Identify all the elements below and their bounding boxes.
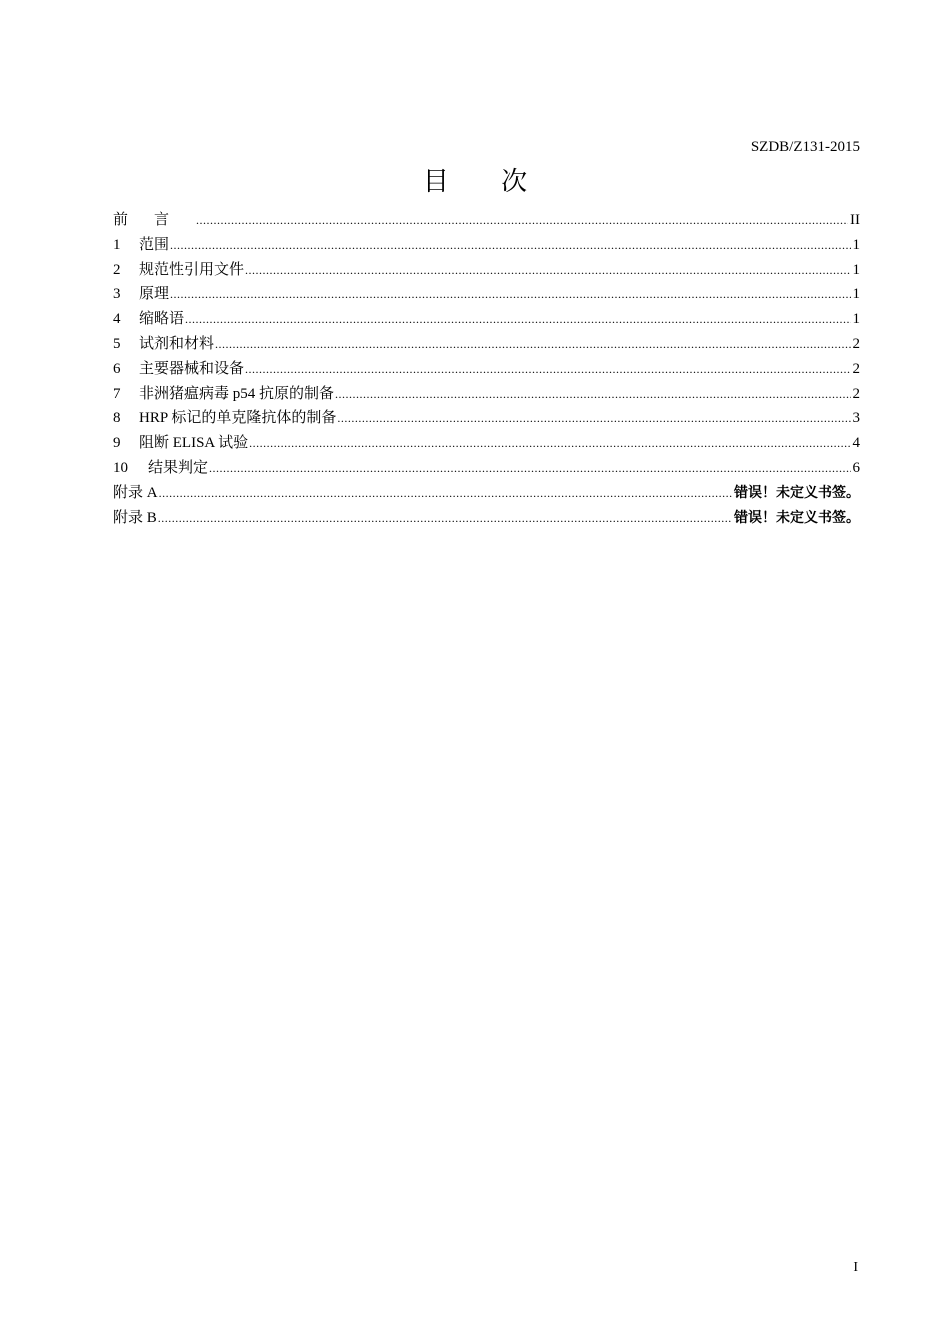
toc-entry-appendix-a[interactable]	[113, 481, 860, 506]
toc-entry-label: 范围	[139, 236, 170, 253]
toc-entry-9[interactable]	[113, 431, 860, 456]
toc-entry-6[interactable]	[113, 357, 860, 382]
toc-entry-2[interactable]	[113, 258, 860, 283]
toc-entry-number: 8	[113, 410, 121, 427]
toc-entry-label: 阻断 ELISA 试验	[139, 435, 249, 452]
document-code: SZDB/Z131-2015	[750, 139, 860, 155]
toc-entry-foreword[interactable]	[113, 208, 860, 233]
toc-entry-page: 3	[852, 410, 860, 427]
toc-entry-page: 1	[852, 311, 860, 328]
toc-entry-1[interactable]	[113, 233, 860, 258]
toc-leader-dots	[215, 332, 850, 357]
toc-entry-page: 2	[852, 335, 860, 352]
toc-leader-dots	[245, 357, 850, 382]
toc-leader-dots	[209, 456, 850, 481]
toc-leader-dots	[245, 258, 850, 283]
toc-entry-appendix-b[interactable]	[113, 506, 860, 531]
toc-entry-label: 试剂和材料	[139, 335, 215, 352]
toc-entry-page-error: 错误！未定义书签。	[734, 509, 860, 526]
toc-entry-label: 结果判定	[148, 459, 209, 476]
toc-entry-page: 4	[852, 435, 860, 452]
toc-entry-4[interactable]	[113, 307, 860, 332]
toc-entry-label: 前言	[113, 212, 196, 228]
toc-entry-page: 2	[852, 360, 860, 377]
toc-entry-page: II	[850, 212, 860, 228]
toc-entry-label: 原理	[139, 286, 170, 303]
toc-entry-label: 主要器械和设备	[139, 360, 245, 377]
toc-entry-page-error: 错误！未定义书签。	[734, 484, 860, 501]
toc-leader-dots	[170, 282, 850, 307]
table-of-contents	[113, 208, 860, 530]
toc-entry-7[interactable]	[113, 382, 860, 407]
toc-entry-page: 2	[852, 385, 860, 402]
toc-entry-page: 6	[852, 459, 860, 476]
toc-leader-dots	[335, 382, 850, 407]
toc-entry-8[interactable]	[113, 406, 860, 431]
toc-entry-label: 缩略语	[139, 311, 185, 328]
toc-title: 目 次	[422, 167, 550, 197]
toc-entry-page: 1	[852, 236, 860, 253]
toc-entry-number: 4	[113, 311, 121, 328]
toc-leader-dots	[159, 481, 732, 506]
toc-entry-label: 规范性引用文件	[139, 261, 245, 278]
toc-leader-dots	[170, 233, 850, 258]
toc-entry-5[interactable]	[113, 332, 860, 357]
toc-entry-number: 9	[113, 435, 121, 452]
toc-entry-number: 3	[113, 286, 121, 303]
toc-entry-label: 附录 A	[113, 484, 158, 501]
toc-entry-number: 2	[113, 261, 121, 278]
page-number: I	[853, 1260, 858, 1275]
toc-leader-dots	[249, 431, 850, 456]
toc-entry-3[interactable]	[113, 282, 860, 307]
toc-leader-dots	[185, 307, 850, 332]
toc-entry-page: 1	[852, 261, 860, 278]
toc-entry-label: 附录 B	[113, 509, 157, 526]
toc-entry-page: 1	[852, 286, 860, 303]
toc-entry-number: 1	[113, 236, 121, 253]
toc-entry-10[interactable]	[113, 456, 860, 481]
toc-leader-dots	[158, 506, 732, 531]
toc-leader-dots	[337, 406, 850, 431]
toc-entry-number: 5	[113, 335, 121, 352]
toc-leader-dots	[196, 208, 848, 233]
toc-entry-label: HRP 标记的单克隆抗体的制备	[139, 410, 337, 427]
toc-entry-number: 7	[113, 385, 121, 402]
toc-entry-label: 非洲猪瘟病毒 p54 抗原的制备	[139, 385, 335, 402]
toc-entry-number: 10	[113, 459, 128, 476]
toc-entry-number: 6	[113, 360, 121, 377]
